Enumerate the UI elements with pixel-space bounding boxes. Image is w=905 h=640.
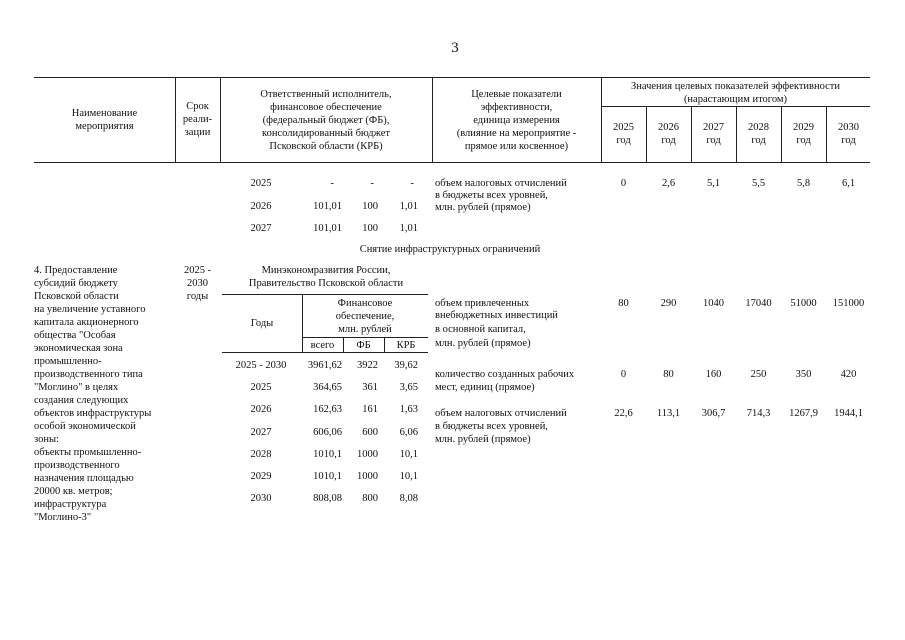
finance-fb: 100	[362, 223, 378, 234]
finance-year: 2029	[250, 471, 272, 482]
indicator-text: млн. рублей (прямое)	[435, 202, 531, 213]
indicator-value: 250	[750, 369, 767, 380]
measure-name-line: назначения площадью	[34, 473, 134, 484]
measure-name-line: производственного типа	[34, 369, 143, 380]
finance-year: 2025	[250, 178, 272, 189]
header-values-group-line: Значения целевых показателей эффективности	[630, 81, 840, 92]
indicator-text: объем налоговых отчислений	[435, 408, 567, 419]
header-term-line: Срок	[186, 101, 209, 112]
header-responsible-line: консолидированный бюджет	[262, 128, 390, 139]
finance-fb: 161	[362, 404, 378, 415]
finance-years-label: Годы	[250, 318, 274, 329]
finance-table-top-rule	[222, 294, 428, 295]
header-year-unit: год	[616, 135, 631, 146]
header-name-line: мероприятия	[75, 121, 134, 132]
finance-krb: 1,63	[399, 404, 418, 415]
measure-name-line: объекты промышленно-	[34, 447, 142, 458]
indicator-value: 350	[795, 369, 812, 380]
finance-total: 364,65	[313, 382, 342, 393]
header-year-unit: год	[706, 135, 721, 146]
indicator-value: 80	[663, 369, 674, 380]
finance-table-header-rule	[222, 352, 428, 353]
header-year: 2026	[658, 122, 679, 133]
header-indicators-line: единица измерения	[473, 115, 560, 126]
indicator-text: внебюджетных инвестиций	[435, 310, 558, 321]
indicator-text: в бюджеты всех уровней,	[435, 421, 548, 432]
header-indicators-line: эффективности,	[480, 102, 553, 113]
indicator-text: объем привлеченных	[435, 298, 530, 309]
indicator-value: 160	[705, 369, 722, 380]
header-responsible-line: финансовое обеспечение	[270, 102, 382, 113]
finance-col-header: всего	[310, 340, 335, 351]
page-number: 3	[451, 40, 459, 56]
finance-krb: 10,1	[399, 471, 418, 482]
finance-total: -	[330, 178, 334, 189]
finance-total: 808,08	[313, 493, 342, 504]
finance-total: 162,63	[313, 404, 342, 415]
measure-term-line: 2025 -	[183, 265, 212, 276]
header-responsible-line: Ответственный исполнитель,	[260, 89, 392, 100]
header-year-unit: год	[841, 135, 856, 146]
header-year: 2028	[748, 122, 769, 133]
header-name-line: Наименование	[71, 108, 138, 119]
indicator-value: 1267,9	[789, 408, 818, 419]
finance-total: 3961,62	[307, 360, 342, 371]
indicator-value: 5,5	[751, 178, 766, 189]
indicator-value: 420	[840, 369, 857, 380]
measure-name-line: экономическая зона	[34, 343, 123, 354]
header-year-unit: год	[661, 135, 676, 146]
finance-fb: 1000	[357, 471, 378, 482]
finance-fb: -	[370, 178, 374, 189]
finance-group-line: обеспечение,	[335, 311, 395, 322]
measure-name-line: зоны:	[34, 434, 59, 445]
finance-krb: 39,62	[394, 360, 418, 371]
header-responsible-line: (федеральный бюджет (ФБ),	[262, 115, 390, 126]
measure-name-line: Псковской области	[34, 291, 119, 302]
finance-krb: 6,06	[399, 427, 418, 438]
finance-fb: 361	[362, 382, 378, 393]
indicator-text: количество созданных рабочих	[435, 369, 575, 380]
finance-group-line: Финансовое	[337, 298, 393, 309]
measure-name-line: "Моглино-3"	[34, 512, 92, 523]
indicator-text: мест, единиц (прямое)	[435, 382, 535, 393]
header-indicators-line: (влияние на мероприятие -	[456, 128, 577, 139]
measure-name-line: капитала акционерного	[34, 317, 139, 328]
finance-year: 2025 - 2030	[235, 360, 287, 371]
header-year: 2025	[613, 122, 634, 133]
finance-year: 2027	[250, 223, 272, 234]
indicator-value: 6,1	[841, 178, 856, 189]
finance-year: 2026	[250, 404, 272, 415]
header-year-unit: год	[751, 135, 766, 146]
finance-year: 2030	[250, 493, 272, 504]
finance-total: 1010,1	[313, 471, 342, 482]
indicator-value: 51000	[790, 298, 817, 309]
indicator-value: 5,1	[706, 178, 721, 189]
indicator-value: 113,1	[656, 408, 681, 419]
finance-krb: 1,01	[399, 201, 418, 212]
measure-name-line: на увеличение уставного	[34, 304, 146, 315]
finance-year: 2026	[250, 201, 272, 212]
header-year-unit: год	[796, 135, 811, 146]
measure-name-line: 20000 кв. метров;	[34, 486, 113, 497]
indicator-text: объем налоговых отчислений	[435, 178, 567, 189]
header-year: 2030	[838, 122, 859, 133]
measure-name-line: производственного	[34, 460, 120, 471]
header-term-line: зации	[184, 127, 211, 138]
indicator-value: 0	[620, 369, 627, 380]
indicator-value: 1040	[703, 298, 724, 309]
header-term-line: реали-	[182, 114, 213, 125]
indicator-value: 5,8	[796, 178, 811, 189]
indicator-text: в основной капитал,	[435, 324, 526, 335]
finance-total: 101,01	[313, 201, 342, 212]
measure-name-line: особой экономической	[34, 421, 136, 432]
indicator-text: млн. рублей (прямое)	[435, 434, 531, 445]
finance-total: 101,01	[313, 223, 342, 234]
indicator-value: 80	[618, 298, 629, 309]
measure-name-line: создания следующих	[34, 395, 129, 406]
indicator-value: 17040	[745, 298, 772, 309]
indicator-value: 1944,1	[834, 408, 863, 419]
measure-name-line: объектов инфраструктуры	[34, 408, 152, 419]
indicator-value: 714,3	[746, 408, 771, 419]
indicator-text: в бюджеты всех уровней,	[435, 190, 548, 201]
finance-krb: 8,08	[399, 493, 418, 504]
header-responsible-line: Псковской области (КРБ)	[269, 141, 383, 152]
finance-year: 2027	[250, 427, 272, 438]
finance-year: 2025	[250, 382, 272, 393]
finance-total: 1010,1	[313, 449, 342, 460]
indicator-value: 22,6	[614, 408, 633, 419]
measure-name-line: 4. Предоставление	[34, 265, 118, 276]
measure-name-line: "Моглино" в целях	[34, 382, 119, 393]
finance-krb: 10,1	[399, 449, 418, 460]
measure-term-line: годы	[186, 291, 209, 302]
header-indicators-line: Целевые показатели	[471, 89, 562, 100]
finance-total: 606,06	[313, 427, 342, 438]
measure-name-line: субсидий бюджету	[34, 278, 118, 289]
finance-year: 2028	[250, 449, 272, 460]
measure-name-line: общества "Особая	[34, 330, 116, 341]
indicator-value: 290	[660, 298, 677, 309]
finance-fb: 100	[362, 201, 378, 212]
indicator-value: 151000	[832, 298, 865, 309]
header-top-rule	[34, 77, 870, 78]
header-indicators-line: прямое или косвенное)	[464, 141, 569, 152]
header-year: 2027	[703, 122, 724, 133]
indicator-value: 2,6	[661, 178, 676, 189]
finance-group-line: млн. рублей	[338, 324, 392, 335]
finance-krb: -	[410, 178, 414, 189]
finance-fb: 3922	[357, 360, 378, 371]
finance-group-rule	[302, 337, 428, 338]
finance-fb: 600	[362, 427, 378, 438]
measure-term-line: 2030	[187, 278, 208, 289]
indicator-text: млн. рублей (прямое)	[435, 338, 531, 349]
finance-col-header: ФБ	[356, 340, 371, 351]
finance-krb: 3,65	[399, 382, 418, 393]
measure-responsible-line: Минэкономразвития России,	[261, 265, 391, 276]
measure-name-line: промышленно-	[34, 356, 102, 367]
finance-fb: 1000	[357, 449, 378, 460]
header-values-group-line: (нарастающим итогом)	[683, 94, 788, 105]
section-title: Снятие инфраструктурных ограничений	[359, 244, 541, 255]
finance-krb: 1,01	[399, 223, 418, 234]
indicator-value: 0	[620, 178, 627, 189]
header-bottom-rule	[34, 162, 870, 163]
finance-col-header: КРБ	[396, 340, 416, 351]
measure-name-line: инфраструктура	[34, 499, 107, 510]
measure-responsible-line: Правительство Псковской области	[248, 278, 404, 289]
finance-fb: 800	[362, 493, 378, 504]
header-year: 2029	[793, 122, 814, 133]
indicator-value: 306,7	[701, 408, 726, 419]
